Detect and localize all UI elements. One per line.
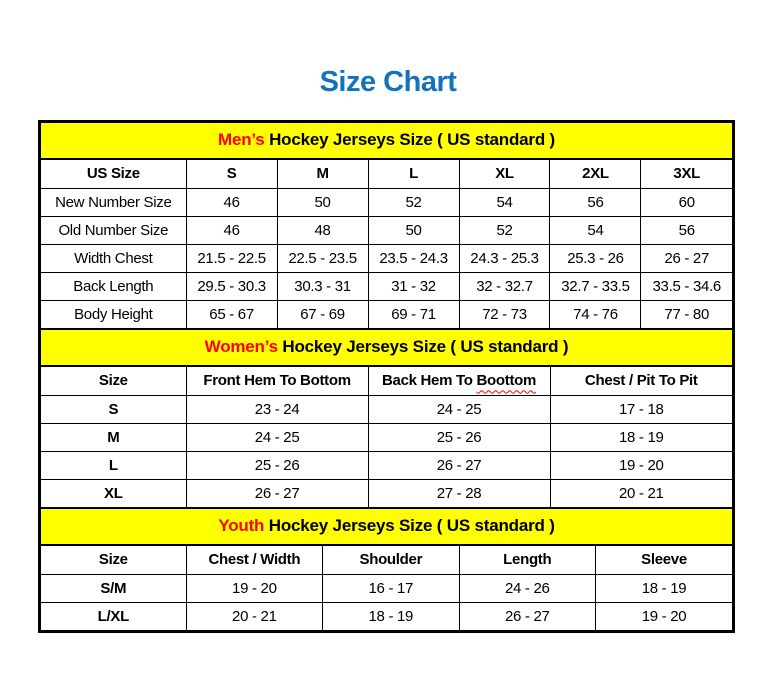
mens-cell-3-0: 29.5 - 30.3	[186, 272, 277, 300]
mens-col-header-3: L	[368, 160, 459, 188]
mens-cell-2-1: 22.5 - 23.5	[277, 244, 368, 272]
mens-cell-3-5: 33.5 - 34.6	[641, 272, 732, 300]
womens-row-2	[41, 451, 732, 479]
womens-body	[41, 395, 732, 507]
mens-row-label-4: Body Height	[41, 300, 186, 328]
mens-cell-2-4: 25.3 - 26	[550, 244, 641, 272]
mens-cell-4-0: 65 - 67	[186, 300, 277, 328]
mens-cell-2-0: 21.5 - 22.5	[186, 244, 277, 272]
mens-cell-4-1: 67 - 69	[277, 300, 368, 328]
womens-cell-1-1: 25 - 26	[368, 423, 550, 451]
mens-col-header-6: 3XL	[641, 160, 732, 188]
mens-cell-1-3: 52	[459, 216, 550, 244]
mens-row-2	[41, 244, 732, 272]
womens-col-header-0: Size	[41, 367, 186, 395]
mens-col-header-1: S	[186, 160, 277, 188]
mens-cell-1-2: 50	[368, 216, 459, 244]
mens-col-header-0: US Size	[41, 160, 186, 188]
youth-cell-1-1: 18 - 19	[323, 602, 459, 630]
youth-col-header-4: Sleeve	[596, 546, 732, 574]
mens-col-header-4: XL	[459, 160, 550, 188]
womens-cell-0-0: 23 - 24	[186, 395, 368, 423]
womens-cell-0-2: 17 - 18	[550, 395, 732, 423]
mens-header-row	[41, 160, 732, 188]
youth-col-header-1: Chest / Width	[186, 546, 322, 574]
mens-head	[41, 160, 732, 188]
mens-cell-0-1: 50	[277, 188, 368, 216]
youth-body	[41, 574, 732, 630]
mens-row-3	[41, 272, 732, 300]
youth-cell-0-1: 16 - 17	[323, 574, 459, 602]
mens-row-0	[41, 188, 732, 216]
youth-section-accent: Youth	[218, 516, 265, 535]
womens-table	[41, 367, 732, 507]
youth-row-label-0: S/M	[41, 574, 186, 602]
mens-table	[41, 160, 732, 328]
mens-row-label-2: Width Chest	[41, 244, 186, 272]
womens-row-label-3: XL	[41, 479, 186, 507]
youth-section-header	[41, 507, 732, 546]
mens-cell-1-0: 46	[186, 216, 277, 244]
youth-row-0	[41, 574, 732, 602]
womens-misspelled-word: Boottom	[476, 372, 537, 390]
youth-col-header-0: Size	[41, 546, 186, 574]
youth-cell-0-0: 19 - 20	[186, 574, 322, 602]
page-title: Size Chart	[319, 66, 457, 98]
womens-row-0	[41, 395, 732, 423]
womens-cell-3-0: 26 - 27	[186, 479, 368, 507]
mens-cell-0-5: 60	[641, 188, 732, 216]
youth-cell-1-2: 26 - 27	[459, 602, 595, 630]
size-chart-tables	[38, 120, 735, 633]
mens-cell-0-3: 54	[459, 188, 550, 216]
womens-cell-3-1: 27 - 28	[368, 479, 550, 507]
youth-header-row	[41, 546, 732, 574]
youth-row-label-1: L/XL	[41, 602, 186, 630]
womens-row-label-1: M	[41, 423, 186, 451]
womens-section-header	[41, 328, 732, 367]
mens-cell-0-4: 56	[550, 188, 641, 216]
youth-cell-1-0: 20 - 21	[186, 602, 322, 630]
womens-cell-1-0: 24 - 25	[186, 423, 368, 451]
womens-col-header-2	[368, 367, 550, 395]
womens-section-accent: Women’s	[204, 337, 278, 356]
youth-section-title: Hockey Jerseys Size ( US standard )	[264, 516, 555, 535]
mens-cell-2-2: 23.5 - 24.3	[368, 244, 459, 272]
womens-cell-1-2: 18 - 19	[550, 423, 732, 451]
womens-cell-2-1: 26 - 27	[368, 451, 550, 479]
mens-cell-0-2: 52	[368, 188, 459, 216]
mens-section-header	[41, 123, 732, 160]
womens-header-row	[41, 367, 732, 395]
womens-col-header-3: Chest / Pit To Pit	[550, 367, 732, 395]
mens-cell-1-4: 54	[550, 216, 641, 244]
mens-col-header-2: M	[277, 160, 368, 188]
youth-cell-1-3: 19 - 20	[596, 602, 732, 630]
mens-cell-4-5: 77 - 80	[641, 300, 732, 328]
womens-row-label-2: L	[41, 451, 186, 479]
womens-cell-2-0: 25 - 26	[186, 451, 368, 479]
mens-cell-1-5: 56	[641, 216, 732, 244]
mens-cell-1-1: 48	[277, 216, 368, 244]
womens-row-1	[41, 423, 732, 451]
womens-head	[41, 367, 732, 395]
womens-header-text: Back Hem To	[382, 372, 477, 390]
youth-cell-0-2: 24 - 26	[459, 574, 595, 602]
womens-cell-3-2: 20 - 21	[550, 479, 732, 507]
youth-row-1	[41, 602, 732, 630]
mens-cell-2-5: 26 - 27	[641, 244, 732, 272]
mens-row-label-3: Back Length	[41, 272, 186, 300]
mens-cell-3-2: 31 - 32	[368, 272, 459, 300]
mens-cell-4-3: 72 - 73	[459, 300, 550, 328]
mens-cell-4-4: 74 - 76	[550, 300, 641, 328]
mens-cell-2-3: 24.3 - 25.3	[459, 244, 550, 272]
youth-col-header-2: Shoulder	[323, 546, 459, 574]
mens-row-4	[41, 300, 732, 328]
youth-head	[41, 546, 732, 574]
mens-cell-3-3: 32 - 32.7	[459, 272, 550, 300]
mens-cell-0-0: 46	[186, 188, 277, 216]
youth-table	[41, 546, 732, 630]
mens-row-label-1: Old Number Size	[41, 216, 186, 244]
mens-col-header-5: 2XL	[550, 160, 641, 188]
womens-row-label-0: S	[41, 395, 186, 423]
mens-cell-4-2: 69 - 71	[368, 300, 459, 328]
youth-col-header-3: Length	[459, 546, 595, 574]
mens-section-accent: Men’s	[218, 130, 265, 149]
womens-section-title: Hockey Jerseys Size ( US standard )	[277, 337, 569, 356]
youth-cell-0-3: 18 - 19	[596, 574, 732, 602]
mens-cell-3-4: 32.7 - 33.5	[550, 272, 641, 300]
mens-cell-3-1: 30.3 - 31	[277, 272, 368, 300]
womens-col-header-1: Front Hem To Bottom	[186, 367, 368, 395]
mens-row-1	[41, 216, 732, 244]
mens-section-title: Hockey Jerseys Size ( US standard )	[264, 130, 555, 149]
mens-body	[41, 188, 732, 328]
womens-cell-0-1: 24 - 25	[368, 395, 550, 423]
womens-row-3	[41, 479, 732, 507]
womens-cell-2-2: 19 - 20	[550, 451, 732, 479]
mens-row-label-0: New Number Size	[41, 188, 186, 216]
